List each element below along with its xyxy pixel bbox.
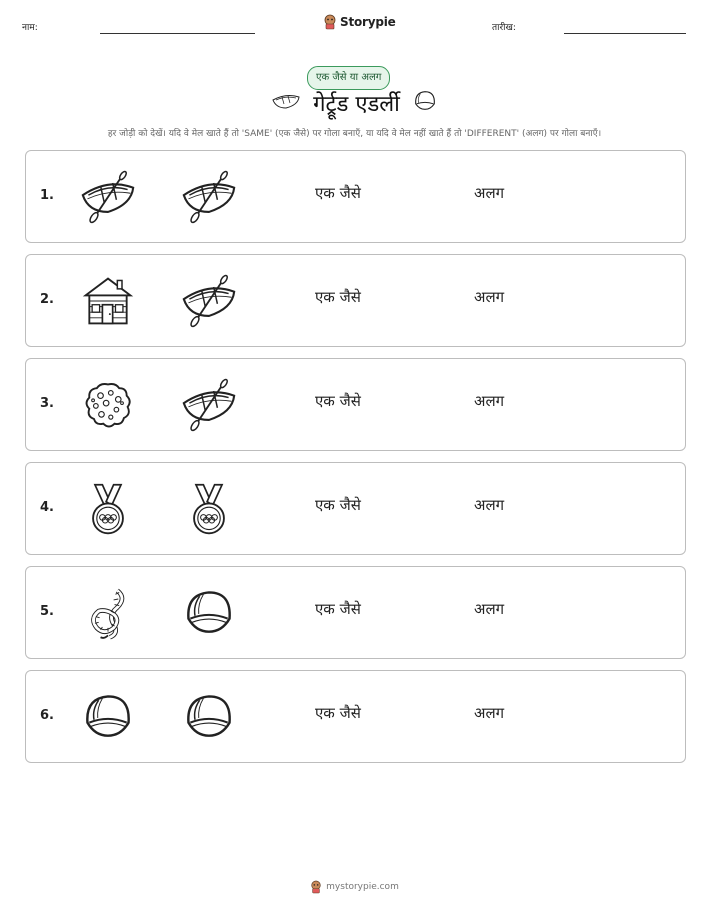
rowboat-icon xyxy=(181,377,237,433)
different-option[interactable]: अलग xyxy=(474,288,505,306)
sponge-icon xyxy=(80,377,136,433)
different-option[interactable]: अलग xyxy=(474,184,505,202)
rowboat-icon xyxy=(181,169,237,225)
different-option[interactable]: अलग xyxy=(474,600,505,618)
same-option[interactable]: एक जैसे xyxy=(315,496,361,514)
mascot-icon xyxy=(323,14,337,30)
question-row xyxy=(25,566,686,659)
footer-url[interactable]: mystorypie.com xyxy=(326,882,399,892)
swim-cap-icon xyxy=(412,88,438,118)
question-number: 6. xyxy=(40,708,54,723)
swim-cap-icon xyxy=(80,689,136,745)
question-row xyxy=(25,358,686,451)
question-number: 5. xyxy=(40,604,54,619)
different-option[interactable]: अलग xyxy=(474,496,505,514)
different-option[interactable]: अलग xyxy=(474,704,505,722)
worksheet-type-badge: एक जैसे या अलग xyxy=(307,66,390,90)
different-option[interactable]: अलग xyxy=(474,392,505,410)
instructions-text: हर जोड़ी को देखें। यदि वे मेल खाते हैं तो 'SAME' (एक जैसे) पर गोला बनाएँ, या यदि वे मेल नहीं खाते हैं तो 'DIFFERENT' (अलग) पर गोला बनाएँ। xyxy=(107,129,602,139)
cabin-icon xyxy=(80,273,136,329)
footer xyxy=(0,880,709,894)
rope-icon xyxy=(80,585,136,641)
brand-name: Storypie xyxy=(340,15,396,29)
brand-logo xyxy=(323,14,396,30)
same-option[interactable]: एक जैसे xyxy=(315,392,361,410)
mascot-icon xyxy=(310,880,322,894)
same-option[interactable]: एक जैसे xyxy=(315,184,361,202)
same-option[interactable]: एक जैसे xyxy=(315,600,361,618)
rowboat-icon xyxy=(181,273,237,329)
question-row xyxy=(25,462,686,555)
same-option[interactable]: एक जैसे xyxy=(315,704,361,722)
question-number: 2. xyxy=(40,292,54,307)
rowboat-icon xyxy=(271,90,301,116)
question-row xyxy=(25,670,686,763)
question-row xyxy=(25,150,686,243)
question-number: 3. xyxy=(40,396,54,411)
same-option[interactable]: एक जैसे xyxy=(315,288,361,306)
date-line[interactable] xyxy=(564,33,686,34)
date-label: तारीख: xyxy=(492,23,516,33)
rowboat-icon xyxy=(80,169,136,225)
question-number: 1. xyxy=(40,188,54,203)
swim-cap-icon xyxy=(181,689,237,745)
question-row xyxy=(25,254,686,347)
medal-icon xyxy=(80,481,136,537)
name-line[interactable] xyxy=(100,33,255,34)
question-number: 4. xyxy=(40,500,54,515)
swim-cap-icon xyxy=(181,585,237,641)
page-title: गेर्ट्रूड एडर्ली xyxy=(313,92,400,117)
name-label: नाम: xyxy=(22,23,38,33)
medal-icon xyxy=(181,481,237,537)
